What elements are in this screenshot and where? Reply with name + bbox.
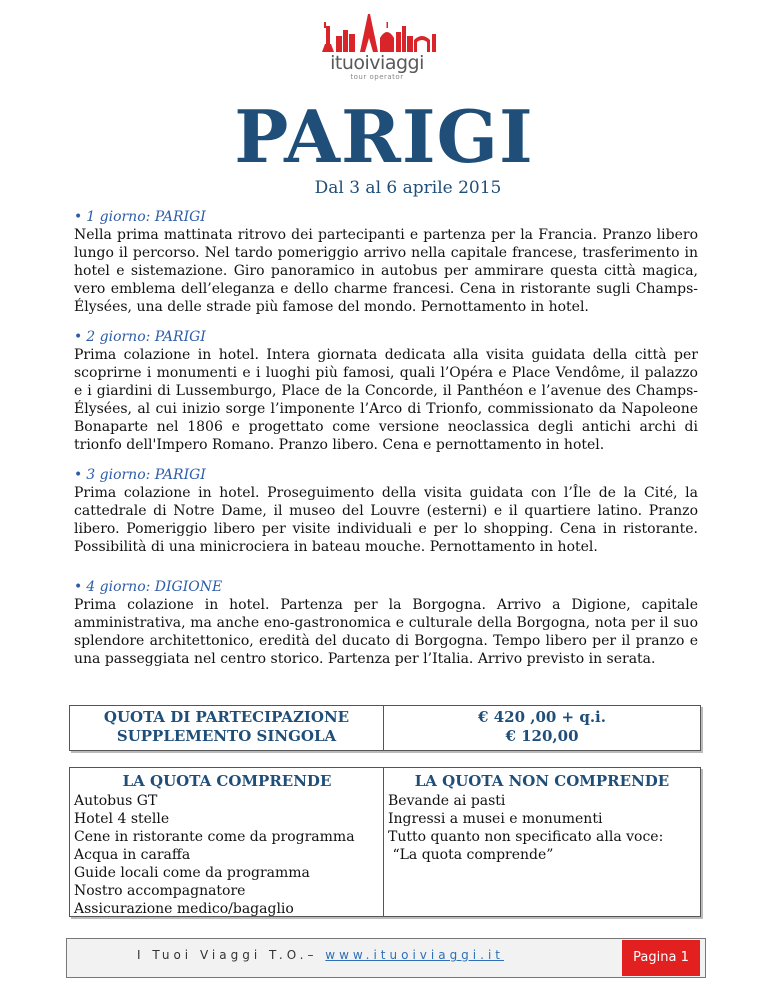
page-title: PARIGI [234, 94, 534, 179]
day-section-4 [74, 578, 698, 668]
quota-value: € 420 ,00 + q.i. [478, 708, 606, 726]
includes-heading: LA QUOTA COMPRENDE [122, 772, 332, 790]
quota-label: QUOTA DI PARTECIPAZIONE [103, 708, 350, 726]
excludes-list [388, 792, 696, 864]
list-item: Cene in ristorante come da programma [74, 829, 355, 845]
bullet-icon: • [74, 467, 83, 483]
list-item: Guide locali come da programma [74, 865, 310, 881]
day-text: Prima colazione in hotel. Intera giornata dedicata alla visita guidata della città per scoprirne i monumenti e i luoghi più famosi, quali l’Opéra e Place Vendôme, il palazzo e i giardini di Lussemburgo, Place de la Concorde, il Panthéon e l’avenue des Champs-Élysées, al cui inizio sorge l’imponente l’Arco di Trionfo, commissionato da Napoleone Bonaparte nel 1806 e progettato come versione neoclassica degli antichi archi di trionfo dell'Impero Romano. Pranzo libero. Cena e pernottamento in hotel. [74, 347, 698, 453]
supplemento-value: € 120,00 [505, 727, 579, 745]
pricing-table [69, 705, 701, 751]
list-item: Autobus GT [74, 793, 158, 809]
day-text: Prima colazione in hotel. Partenza per la Borgogna. Arrivo a Digione, capitale amministrativa, ma anche eno-gastronomica e culturale della Borgogna, nota per il suo splendore architettonico, eredità del ducato di Borgogna. Tempo libero per il pranzo e una passeggiata nel centro storico. Partenza per l’Italia. Arrivo previsto in serata. [74, 597, 698, 667]
day-section-1 [74, 208, 698, 316]
day-heading: 1 giorno: PARIGI [86, 209, 206, 225]
day-text: Nella prima mattinata ritrovo dei partecipanti e partenza per la Francia. Pranzo libero lungo il percorso. Nel tardo pomeriggio arrivo nella capitale francese, trasferimento in hotel e sistemazione. Giro panoramico in autobus per ammirare questa città magica, vero emblema dell’eleganza e dello charme francesi. Cena in ristorante sugli Champs-Élysées, una delle strade più famose del mondo. Pernottamento in hotel. [74, 227, 698, 315]
page-number-badge: Pagina 1 [622, 940, 700, 976]
website-link[interactable]: www.ituoiviaggi.it [325, 948, 504, 962]
bullet-icon: • [74, 329, 83, 345]
list-item: Assicurazione medico/bagaglio [74, 901, 294, 917]
day-heading: 4 giorno: DIGIONE [86, 579, 223, 595]
includes-column [74, 768, 380, 918]
day-section-3 [74, 466, 698, 556]
footer-company: I Tuoi Viaggi T.O.– [137, 948, 318, 962]
list-item: Acqua in caraffa [74, 847, 191, 863]
logo-tagline: tour operator [350, 73, 404, 81]
day-heading: 3 giorno: PARIGI [86, 467, 206, 483]
page-footer [66, 938, 706, 978]
list-item: Tutto quanto non specificato alla voce: [388, 829, 664, 845]
list-item: Hotel 4 stelle [74, 811, 170, 827]
list-item: Nostro accompagnatore [74, 883, 246, 899]
inclusions-table [69, 767, 701, 917]
day-section-2 [74, 328, 698, 454]
supplemento-label: SUPPLEMENTO SINGOLA [116, 727, 337, 745]
list-item: Bevande ai pasti [388, 793, 506, 809]
includes-list [74, 792, 380, 918]
excludes-heading: LA QUOTA NON COMPRENDE [414, 772, 670, 790]
logo-brand: ituoiviaggi [330, 52, 424, 74]
bullet-icon: • [74, 579, 83, 595]
skyline-icon [312, 12, 442, 56]
excludes-column [388, 768, 696, 864]
bullet-icon: • [74, 209, 83, 225]
day-heading: 2 giorno: PARIGI [86, 329, 206, 345]
company-logo [312, 12, 462, 82]
list-item: Ingressi a musei e monumenti [388, 811, 603, 827]
trip-dates: Dal 3 al 6 aprile 2015 [314, 178, 502, 198]
list-item: “La quota comprende” [388, 847, 554, 863]
day-text: Prima colazione in hotel. Proseguimento della visita guidata con l’Île de la Cité, la cattedrale di Notre Dame, il museo del Louvre (esterni) e il quartiere latino. Pranzo libero. Pomeriggio libero per visite individuali e per lo shopping. Cena in ristorante. Possibilità di una minicrociera in bateau mouche. Pernottamento in hotel. [74, 485, 698, 555]
